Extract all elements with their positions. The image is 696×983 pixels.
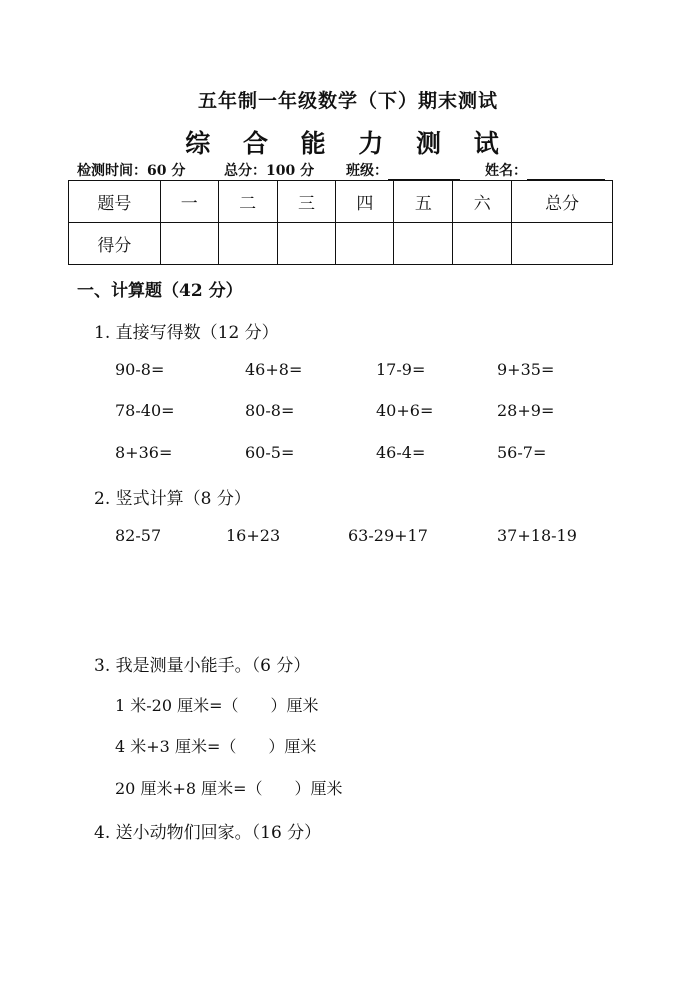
score-table-score-row	[69, 223, 613, 265]
q1-problem: 9+35=	[497, 360, 555, 379]
q1-problem: 56-7=	[497, 443, 547, 462]
score-header-cell: 六	[453, 181, 512, 223]
exam-title: 五年制一年级数学（下）期末测试	[197, 90, 498, 112]
score-row-label: 得分	[69, 223, 161, 265]
q1-problem: 28+9=	[497, 401, 555, 420]
q1-problem: 17-9=	[376, 360, 426, 379]
score-header-cell: 三	[277, 181, 336, 223]
score-cell[interactable]	[160, 223, 218, 265]
exam-time: 检测时间：60 分	[77, 163, 186, 179]
name-label: 姓名：	[485, 163, 527, 179]
q2-problem: 63-29+17	[348, 526, 428, 545]
class-field[interactable]	[346, 160, 460, 180]
q1-title: 1. 直接写得数（12 分）	[94, 323, 279, 343]
score-header-cell: 一	[160, 181, 218, 223]
name-blank[interactable]	[527, 165, 605, 180]
q1-problem: 46-4=	[376, 443, 426, 462]
score-header-cell: 总分	[512, 181, 613, 223]
q2-problem: 16+23	[226, 526, 281, 545]
section-1-title: 一、计算题（42 分）	[77, 281, 243, 301]
q1-problem: 46+8=	[245, 360, 303, 379]
q1-problem: 78-40=	[115, 401, 175, 420]
exam-subtitle: 综 合 能 力 测 试	[185, 129, 511, 158]
q1-problem: 60-5=	[245, 443, 295, 462]
score-cell[interactable]	[218, 223, 277, 265]
score-cell[interactable]	[277, 223, 336, 265]
score-table	[68, 180, 613, 265]
q1-problem: 80-8=	[245, 401, 295, 420]
score-header-cell: 四	[336, 181, 394, 223]
q2-title: 2. 竖式计算（8 分）	[94, 489, 251, 509]
score-header-cell: 二	[218, 181, 277, 223]
score-cell[interactable]	[453, 223, 512, 265]
name-field[interactable]	[485, 160, 605, 180]
score-header-cell: 题号	[69, 181, 161, 223]
score-cell[interactable]	[394, 223, 453, 265]
q4-title: 4. 送小动物们回家。（16 分）	[94, 823, 322, 843]
score-table-header-row	[69, 181, 613, 223]
q3-item: 4 米+3 厘米=（ ）厘米	[115, 737, 317, 756]
score-cell[interactable]	[512, 223, 613, 265]
score-header-cell: 五	[394, 181, 453, 223]
q1-problem: 90-8=	[115, 360, 165, 379]
q3-title: 3. 我是测量小能手。（6 分）	[94, 656, 311, 676]
q1-problem: 40+6=	[376, 401, 434, 420]
q3-item: 1 米-20 厘米=（ ）厘米	[115, 696, 319, 715]
q3-item: 20 厘米+8 厘米=（ ）厘米	[115, 779, 343, 798]
q1-problem: 8+36=	[115, 443, 173, 462]
exam-total-score: 总分：100 分	[224, 163, 315, 179]
q2-problem: 82-57	[115, 526, 162, 545]
score-cell[interactable]	[336, 223, 394, 265]
class-blank[interactable]	[388, 165, 460, 180]
q2-problem: 37+18-19	[497, 526, 577, 545]
class-label: 班级：	[346, 163, 388, 179]
